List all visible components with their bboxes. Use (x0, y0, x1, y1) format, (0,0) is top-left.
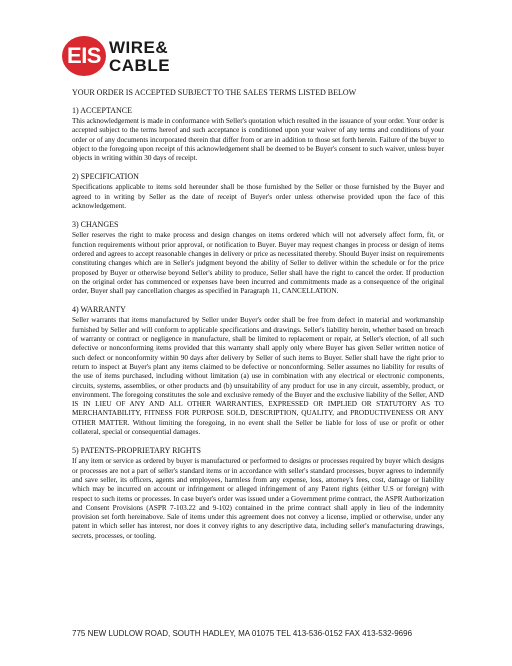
logo-wordmark-line2: CABLE (109, 56, 171, 75)
section-warranty (72, 305, 444, 437)
section-title: 4) WARRANTY (72, 305, 126, 315)
section-body: Specifications applicable to items sold hereunder shall be those furnished by the Seller or those furnished by the Buyer and agreed to in writing by Seller as the date of receipt of Buyer's order unless otherwise provided upon the face of this acknowledgement. (72, 183, 444, 211)
section-changes (72, 220, 444, 296)
logo-wordmark-line1: WIRE& (109, 38, 169, 57)
company-logo (62, 36, 212, 76)
section-title: 2) SPECIFICATION (72, 172, 139, 182)
document-heading: YOUR ORDER IS ACCEPTED SUBJECT TO THE SALES TERMS LISTED BELOW (72, 88, 357, 97)
section-body: Seller warrants that items manufactured by Seller under Buyer's order shall be free from defect in material and workmanship furnished by Seller and will conform to applicable specifications and drawings. Seller's liability herein, whether based on breach of warranty or contract or negligence in manufacture, shall be limited to replacement or repair, at Seller's election, of all such defective or nonconforming items provided that this warranty shall apply only where Buyer has given Seller written notice of such defect or nonconformity within 90 days after delivery by Seller of such items to Buyer. Seller shall have the right prior to return to inspect at Buyer's plant any items claimed to be defective or nonconforming. Seller assumes no liability for results of the use of items purchased, including without limitation (a) use in combination with any electrical or electronic components, circuits, systems, assemblies, or other products and (b) unsuitability of any product for use in any circuit, assembly, product, or environment. The foregoing constitutes the sole and exclusive remedy of the Buyer and the exclusive liability of the Seller, AND IS IN LIEU OF ANY AND ALL OTHER WARRANTIES, EXPRESSED OR IMPLIED OR STATUTORY AS TO MERCHANTABILITY, FITNESS FOR PURPOSE SOLD, DESCRIPTION, QUALITY, and PRODUCTIVENESS OR ANY OTHER MATTER. Without limiting the foregoing, in no event shall the Seller be liable for loss of use or profit or other collateral, special or consequential damages. (72, 316, 444, 437)
section-title: 5) PATENTS-PROPRIETARY RIGHTS (72, 446, 202, 456)
section-title: 3) CHANGES (72, 220, 119, 230)
section-acceptance (72, 106, 444, 163)
logo-mark-text: EIS (67, 43, 101, 68)
section-patents (72, 446, 444, 541)
section-body: If any item or service as ordered by buyer is manufactured or performed to designs or processes required by buyer which designs or processes are not a part of seller's standard items or in accordance with seller's standard processes, buyer agrees to indemnify and save seller, its officers, agents and employees, harmless from any expense, loss, attorney's fees, cost, damage or liability which may be incurred on account or infringement or alleged infringement of any Patent rights (either U.S or foreign) with respect to such items or processes. In case buyer's order was issued under a Government prime contract, the ASPR Authorization and Consent Provisions (ASPR 7-103.22 and 9-102) contained in the prime contract shall apply in lieu of the indemnity provision set forth hereinabove. Sale of items under this agreement does not convey a license, implied or otherwise, under any patent in which seller has interest, nor does it convey rights to any descriptive data, including seller's manufacturing drawings, secrets, processes, or tooling. (72, 457, 444, 540)
section-title: 1) ACCEPTANCE (72, 106, 133, 115)
terms-document (72, 88, 444, 550)
section-specification (72, 172, 444, 211)
section-body: This acknowledgement is made in conformance with Seller's quotation which resulted in the issuance of your order. Your order is accepted subject to the terms hereof and such acceptance is conditioned upon your waiver of any terms and conditions of your order or of any documents incorporated therein that differ from or are in addition to those set forth herein. Failure of the buyer to object to the foregoing upon receipt of this acknowledgement shall be deemed to be Buyer's consent to such waiver, unless buyer objects in writing within 30 days of receipt. (72, 117, 444, 163)
section-body: Seller reserves the right to make process and design changes on items ordered which will not adversely affect form, fit, or function requirements without prior approval, or notification to Buyer. Buyer may request changes in process or design of items ordered and agrees to accept reasonable changes in delivery or price as necessitated thereby. Should Buyer insist on requirements constituting changes which are in Seller's judgment beyond the ability of Seller to deliver within the schedule or for the price proposed by Buyer or otherwise beyond Seller's ability to produce, Seller shall have the right to cancel the order. If production on the original order has commenced or expenses have been incurred and commitments made as a consequence of the original order, Buyer shall pay cancellation charges as specified in Paragraph 11, CANCELLATION. (72, 231, 444, 296)
address-footer: 775 NEW LUDLOW ROAD, SOUTH HADLEY, MA 01075 TEL 413-536-0152 FAX 413-532-9696 (72, 629, 413, 638)
